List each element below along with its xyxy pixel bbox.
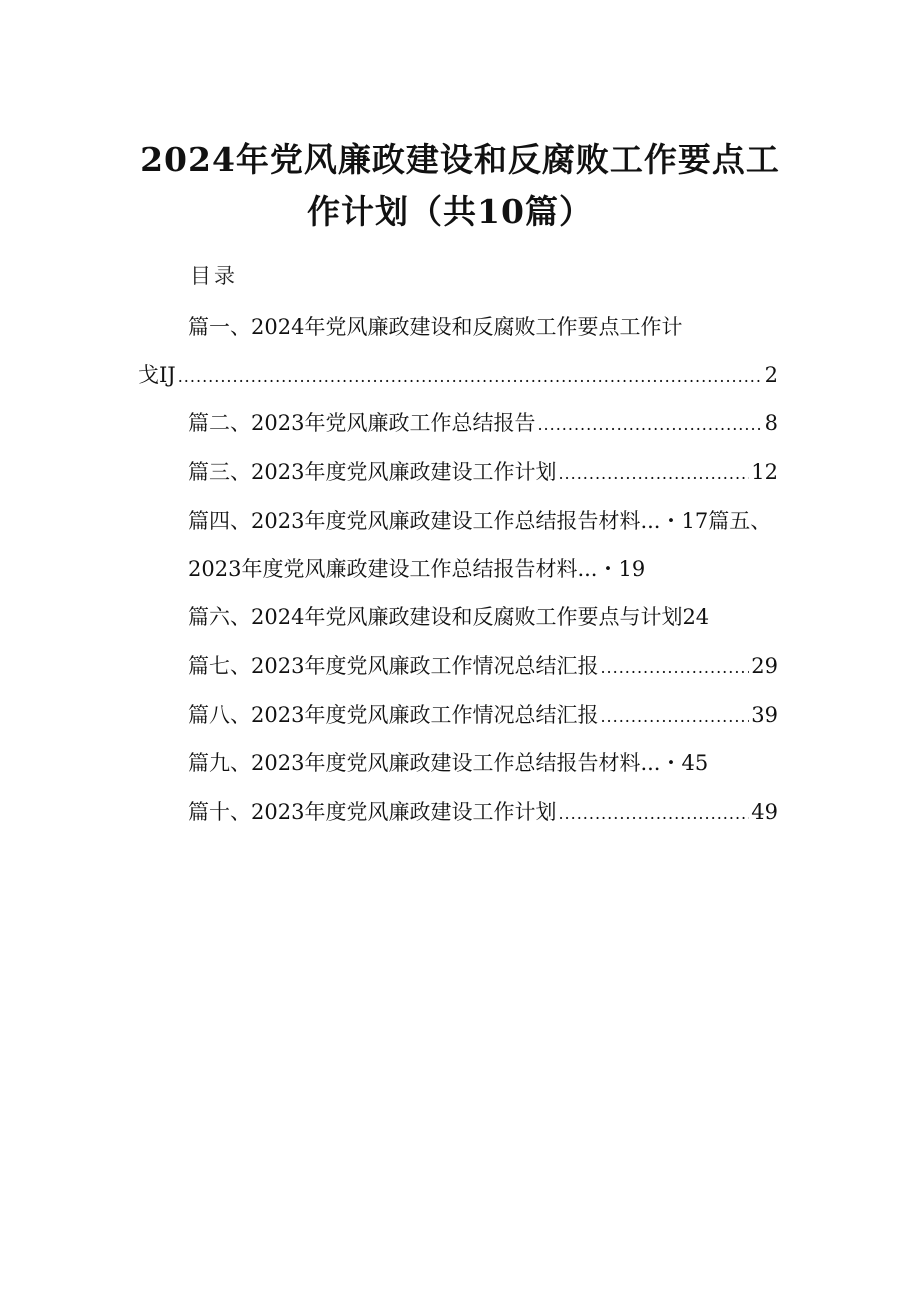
toc-leader-dots [178,362,763,392]
toc-entry-8-text: 篇八、2023年度党风廉政工作情况总结汇报 [188,703,599,727]
toc-heading: 目录 [190,264,238,288]
toc-entry-1-text: 戈IJ [138,363,176,387]
toc-entry-7-text: 篇七、2023年度党风廉政工作情况总结汇报 [188,654,599,678]
toc-entry-10-text: 篇十、2023年度党风廉政建设工作计划 [188,800,557,824]
toc-entry-7[interactable] [188,651,778,683]
toc-entry-9[interactable]: 篇九、2023年度党风廉政建设工作总结报告材料...・45 [188,751,709,775]
toc-entry-5[interactable]: 2023年度党风廉政建设工作总结报告材料...・19 [188,557,646,581]
toc-entry-6[interactable]: 篇六、2024年党风廉政建设和反腐败工作要点与计划24 [188,605,710,629]
toc-entry-8-page: 39 [751,703,778,727]
toc-entry-10-page: 49 [751,800,778,824]
toc-entry-2[interactable] [188,408,778,440]
document-title-line-2: 作计划（共10篇） [307,192,593,231]
toc-entry-1-page: 2 [764,363,778,387]
toc-entry-8[interactable] [188,700,778,732]
toc-entry-1-line-1[interactable]: 篇一、2024年党风廉政建设和反腐败工作要点工作计 [188,315,683,339]
toc-entry-2-text: 篇二、2023年党风廉政工作总结报告 [188,411,536,435]
toc-leader-dots [558,459,749,489]
toc-entry-3-page: 12 [751,460,778,484]
toc-entry-3-text: 篇三、2023年度党风廉政建设工作计划 [188,460,557,484]
toc-entry-1-line-2[interactable] [138,360,778,392]
toc-leader-dots [600,653,749,683]
document-title-line-1: 2024年党风廉政建设和反腐败工作要点工 [140,140,780,179]
toc-entry-3[interactable] [188,457,778,489]
toc-leader-dots [537,410,762,440]
toc-entry-2-page: 8 [764,411,778,435]
toc-leader-dots [558,799,749,829]
toc-leader-dots [600,702,749,732]
toc-entry-4[interactable]: 篇四、2023年度党风廉政建设工作总结报告材料...・17篇五、 [188,509,772,533]
toc-entry-7-page: 29 [751,654,778,678]
toc-entry-10[interactable] [188,797,778,829]
